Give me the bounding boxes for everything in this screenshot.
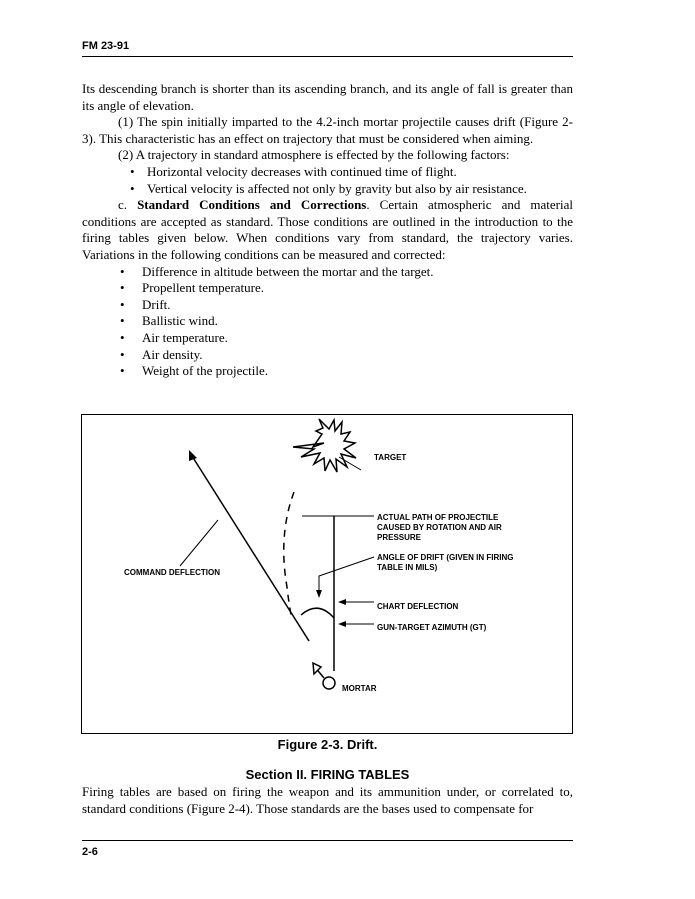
factor-bullet: • Vertical velocity is affected not only by gravity but also by air resistance. [82, 181, 573, 198]
gun-target-arrowhead [338, 621, 346, 627]
conditions-list [82, 264, 573, 380]
angle-drift-arrowhead [316, 590, 322, 598]
paragraph-4-text: . Certain atmospheric and material conditions are accepted as standard. Those conditions are outlined in the introduction to the firing tables given below. When conditions vary from standard, the trajectory varies. Variations in the following conditions can be measured and corrected: [82, 197, 573, 262]
actual-path-label-line2: CAUSED BY ROTATION AND AIR [377, 523, 502, 532]
condition-item: • Air temperature. [82, 330, 573, 347]
paragraph-4 [82, 197, 573, 263]
command-deflection-label: COMMAND DEFLECTION [124, 568, 220, 577]
command-deflection-arrowhead [189, 450, 197, 461]
angle-drift-label-line2: TABLE IN MILS) [377, 563, 438, 572]
mortar-label: MORTAR [342, 684, 377, 693]
paragraph-4-lead: c. [118, 197, 138, 213]
footer-page-number: 2-6 [82, 846, 98, 858]
mortar-icon [323, 677, 335, 689]
actual-path-label-line1: ACTUAL PATH OF PROJECTILE [377, 513, 499, 522]
body-text-block [82, 81, 573, 380]
factor-bullet: • Horizontal velocity decreases with continued time of flight. [82, 164, 573, 181]
paragraph-3: (2) A trajectory in standard atmosphere is effected by the following factors: [118, 147, 510, 163]
header-manual-id: FM 23-91 [82, 40, 130, 52]
footer-rule [82, 840, 573, 841]
paragraph-2: (1) The spin initially imparted to the 4.2-inch mortar projectile causes drift (Figure 2-3). This characteristic has an effect on trajectory that must be considered when aiming. [82, 114, 573, 146]
figure-caption: Figure 2-3. Drift. [277, 737, 378, 752]
header-rule [82, 56, 573, 57]
actual-path-curve [284, 492, 294, 620]
condition-item: • Drift. [82, 297, 573, 314]
target-burst-icon [293, 419, 356, 472]
figure-labels [124, 453, 513, 693]
condition-item: • Air density. [82, 347, 573, 364]
condition-item: • Weight of the projectile. [82, 363, 573, 380]
chart-deflection-arrowhead [338, 599, 346, 605]
condition-item: • Ballistic wind. [82, 313, 573, 330]
section-paragraph: Firing tables are based on firing the weapon and its ammunition under, or correlated to, standard conditions (Figure 2-4). Those standards are the bases used to compensate for [82, 784, 573, 816]
chart-deflection-label: CHART DEFLECTION [377, 602, 459, 611]
figure-drift-diagram [81, 414, 573, 734]
section-body [82, 784, 573, 817]
gun-target-azimuth-label: GUN-TARGET AZIMUTH (GT) [377, 623, 487, 632]
command-deflection-leader [180, 520, 218, 566]
paragraph-1: Its descending branch is shorter than its ascending branch, and its angle of fall is greater than its angle of elevation. [82, 81, 573, 113]
paragraph-4-title: Standard Conditions and Corrections [137, 197, 367, 213]
condition-item: • Difference in altitude between the mortar and the target. [82, 264, 573, 281]
drift-diagram-lines [180, 419, 374, 689]
angle-drift-leader [319, 557, 374, 595]
section-heading: Section II. FIRING TABLES [245, 767, 410, 782]
condition-item: • Propellent temperature. [82, 280, 573, 297]
angle-drift-label-line1: ANGLE OF DRIFT (GIVEN IN FIRING [377, 553, 514, 562]
angle-of-drift-arc [301, 608, 334, 618]
target-label: TARGET [374, 453, 407, 462]
drift-diagram-svg [82, 415, 572, 733]
actual-path-label-line3: PRESSURE [377, 533, 422, 542]
